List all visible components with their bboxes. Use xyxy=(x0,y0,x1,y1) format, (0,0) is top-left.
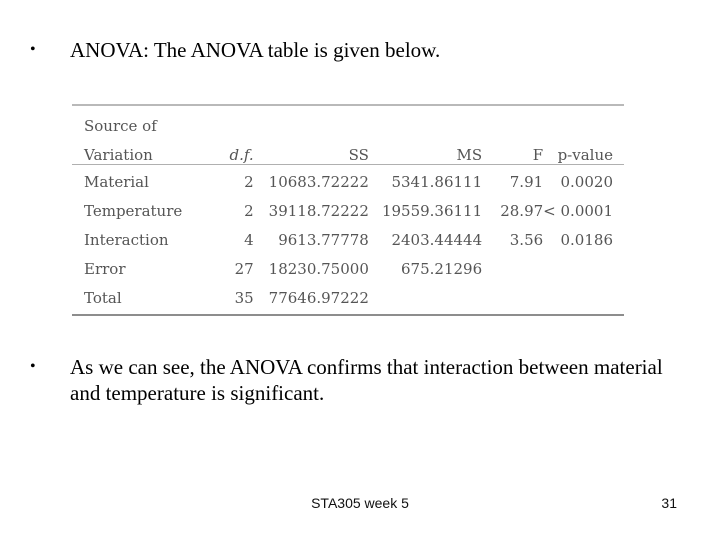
footer-course-label: STA305 week 5 xyxy=(311,495,409,511)
page-number: 31 xyxy=(661,495,677,511)
header-p-value: p-value xyxy=(543,135,624,165)
header-ms: MS xyxy=(369,135,482,165)
bullet-body: : The ANOVA table is given below. xyxy=(143,38,441,62)
header-df: d.f. xyxy=(182,135,253,165)
bullet-text: As we can see, the ANOVA confirms that interaction between material and temperature is significant. xyxy=(70,355,663,405)
header-f: F xyxy=(482,135,543,165)
header-variation: Variation xyxy=(72,135,182,165)
bullet-symbol: • xyxy=(30,41,36,58)
table-row: Temperature 2 39118.72222 19559.36111 28.97 < 0.0001 xyxy=(84,201,613,220)
header-ss: SS xyxy=(254,135,369,165)
table-row: Interaction 4 9613.77778 2403.44444 3.56 0.0186 xyxy=(84,230,613,249)
bullet-text xyxy=(70,37,670,63)
table-row: Total 35 77646.97222 xyxy=(84,288,369,307)
anova-table xyxy=(72,104,624,316)
bullet-symbol: • xyxy=(30,358,36,375)
table-row: Material 2 10683.72222 5341.86111 7.91 0.0020 xyxy=(84,172,613,191)
table-row: Error 27 18230.75000 675.21296 xyxy=(84,259,483,278)
header-source-of: Source of xyxy=(84,117,157,135)
bullet-title: ANOVA xyxy=(70,38,144,62)
